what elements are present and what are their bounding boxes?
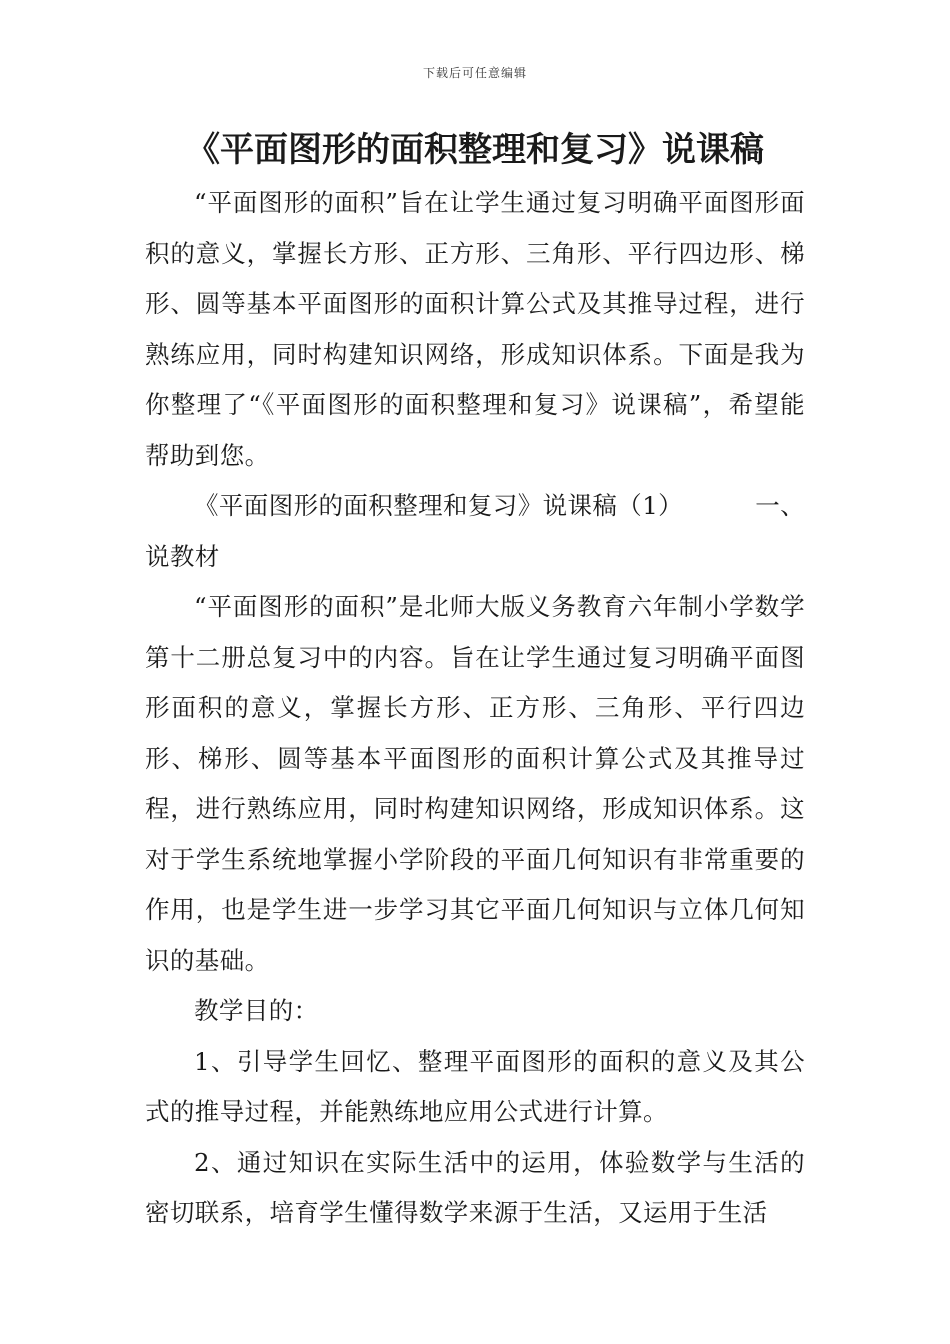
goal-item-1: 1、引导学生回忆、整理平面图形的面积的意义及其公式的推导过程，并能熟练地应用公式进行计算。 (145, 1046, 805, 1126)
document-title: 《平面图形的面积整理和复习》说课稿 (186, 130, 764, 170)
section-heading-row (145, 481, 805, 532)
section-heading-title: 《平面图形的面积整理和复习》说课稿（1） (194, 491, 684, 520)
goals-heading: 教学目的： (194, 996, 319, 1025)
section-heading-continuation: 说教材 (145, 541, 220, 571)
intro-paragraph: “平面图形的面积”旨在让学生通过复习明确平面图形面积的意义，掌握长方形、正方形、三角形、平行四边形、梯形、圆等基本平面图形的面积计算公式及其推导过程，进行熟练应用，同时构建知识网络，形成知识体系。下面是我为你整理了“《平面图形的面积整理和复习》说课稿”，希望能帮助到您。 (145, 188, 805, 470)
header-note: 下载后可任意编辑 (422, 66, 527, 80)
material-paragraph: “平面图形的面积”是北师大版义务教育六年制小学数学第十二册总复习中的内容。旨在让学生通过复习明确平面图形面积的意义，掌握长方形、正方形、三角形、平行四边形、梯形、圆等基本平面图形的面积计算公式及其推导过程，进行熟练应用，同时构建知识网络，形成知识体系。这对于学生系统地掌握小学阶段的平面几何知识有非常重要的作用，也是学生进一步学习其它平面几何知识与立体几何知识的基础。 (145, 592, 805, 975)
section-number: 一、 (755, 491, 805, 520)
document-body (145, 178, 805, 1239)
goal-item-2: 2、通过知识在实际生活中的运用，体验数学与生活的密切联系，培育学生懂得数学来源于生活，又运用于生活 (145, 1147, 805, 1227)
